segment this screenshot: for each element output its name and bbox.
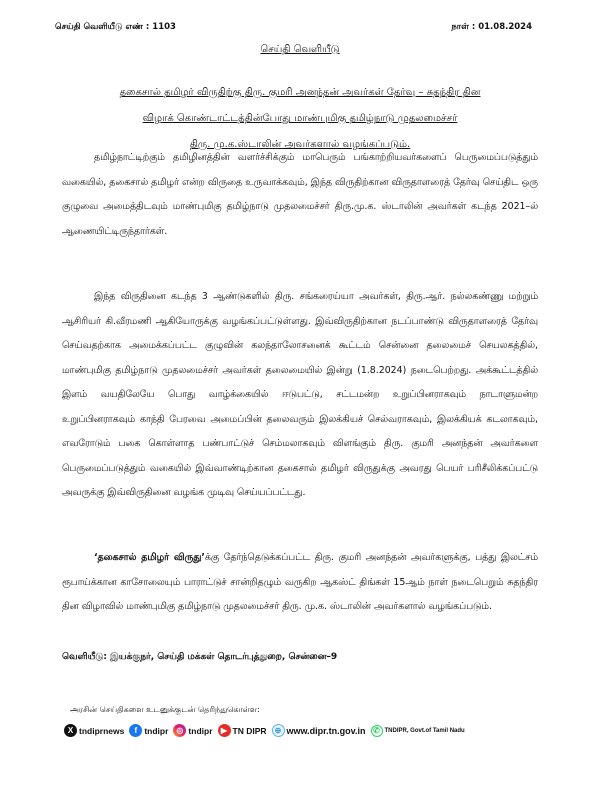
facebook-icon: f [129,724,142,737]
release-number: செய்தி வெளியீடு எண் : 1103 [55,22,176,32]
body-paragraph-2 [62,285,538,506]
paragraph-1-text: தமிழ்நாட்டிற்கும் தமிழினத்தின் வளர்ச்சிக்கும் மாபெரும் பங்காற்றியவர்களைப் பெருமைப்படுத்தும் வகையில், தகைசால் தமிழர் என்ற விருதை உருவாக்கவும், இந்த விருதிற்கான விருதாளரைத் தேர்வு செய்திட ஒரு குழுவை அமைத்திடவும் மாண்புமிகு தமிழ்நாடு முதலமைச்சர் திரு.மு.க. ஸ்டாலின் அவர்கள் கடந்த 2021–ல் ஆணையிட்டிருந்தார்கள். [62,152,538,237]
headline-line-3: திரு. மு.க.ஸ்டாலின் அவர்களால் வழங்கப்படும். [189,139,411,150]
website-link[interactable]: www.dipr.tn.gov.in [286,725,366,736]
social-instagram-label: tndipr [188,725,213,736]
social-links [64,724,468,737]
social-x[interactable] [64,724,124,737]
paragraph-2-text: இந்த விருதினை கடந்த 3 ஆண்டுகளில் திரு. சங்கரைய்யா அவர்கள், திரு.ஆர். நல்லகண்ணு மற்றும் ஆசிரியர் கி.வீரமணி ஆகியோருக்கு வழங்கப்பட்டுள்ளது. இவ்விருதிற்கான நடப்பாண்டு விருதாளரைத் தேர்வு செய்வதற்காக அமைக்கப்பட்ட குழுவின் கலந்தாலோசனைக் கூட்டம் சென்னை தலைமைச் செயலகத்தில், மாண்புமிகு தமிழ்நாடு முதலமைச்சர் அவர்கள் தலைமையில் இன்று (1.8.2024) நடைபெற்றது. அக்கூட்டத்தில் இளம் வயதிலேயே பொது வாழ்க்கையில் ஈடுபட்டு, சட்டமன்ற உறுப்பினராகவும் நாடாளுமன்ற உறுப்பினராகவும் காந்தி பேரவை அமைப்பின் தலைவரும் இலக்கியச் செல்வராகவும், இலக்கியக் கடலாகவும், எவரோடும் பகை கொள்ளாத பண்பாட்டுச் செம்மலாகவும் விளங்கும் திரு. குமரி அனந்தன் அவர்களை பெருமைப்படுத்தும் வகையில் இவ்வாண்டிற்கான தகைசால் தமிழர் விருதுக்கு அவரது பெயர் பரிசீலிக்கப்பட்டு அவருக்கு இவ்விருதினை வழங்க முடிவு செய்யப்பட்டது. [62,291,538,498]
whatsapp-icon: ✆ [371,725,383,737]
award-name-bold: ‘தகைசால் தமிழர் விருது’ [94,552,205,563]
social-facebook-label: tndipr [144,725,169,736]
instagram-icon: ◎ [173,724,186,737]
release-title [0,44,600,56]
body-paragraph-3 [62,546,538,620]
social-website[interactable] [272,724,366,737]
social-whatsapp-label: TNDIPR, Govt.of Tamil Nadu [384,727,465,734]
released-by: வெளியீடு: இயக்குநர், செய்தி மக்கள் தொடர்புத்துறை, சென்னை–9 [62,652,338,662]
paragraph-3-text: க்கு தேர்ந்தெடுக்கப்பட்ட திரு. குமரி அனந்தன் அவர்களுக்கு, பத்து இலட்சம் ரூபாய்க்கான காசோலையும் பாராட்டுச் சான்றிதழும் வருகிற ஆகஸ்ட் திங்கள் 15ஆம் நாள் நடைபெறும் சுதந்திர தின விழாவில் மாண்புமிகு தமிழ்நாடு முதலமைச்சர் திரு. மு.க. ஸ்டாலின் அவர்களால் வழங்கப்படும். [62,552,538,612]
release-date: நாள் : 01.08.2024 [451,22,532,32]
social-youtube[interactable] [218,724,267,737]
youtube-icon: ▶ [218,724,231,737]
social-x-label: tndiprnews [79,725,125,736]
body-paragraph-1 [62,146,538,244]
social-instagram[interactable] [173,724,212,737]
social-youtube-label: TN DIPR [232,725,267,736]
x-icon: X [64,724,77,737]
social-whatsapp[interactable] [371,725,465,737]
headline-line-2: விழாக் கொண்டாட்டத்தின்போது மாண்புமிகு தமிழ்நாடு முதலமைச்சர் [142,113,458,124]
globe-icon: ⊕ [272,724,285,737]
headline-line-1: தகைசால் தமிழர் விருதிற்கு திரு. குமரி அனந்தன் அவர்கள் தேர்வு – சுதந்திர தின [119,87,481,98]
follow-text: அரசின் செய்திகளை உடனுக்குடன் தெரிந்துகொள்ள: [70,705,260,714]
social-facebook[interactable] [129,724,168,737]
release-title-text: செய்தி வெளியீடு [260,44,340,55]
